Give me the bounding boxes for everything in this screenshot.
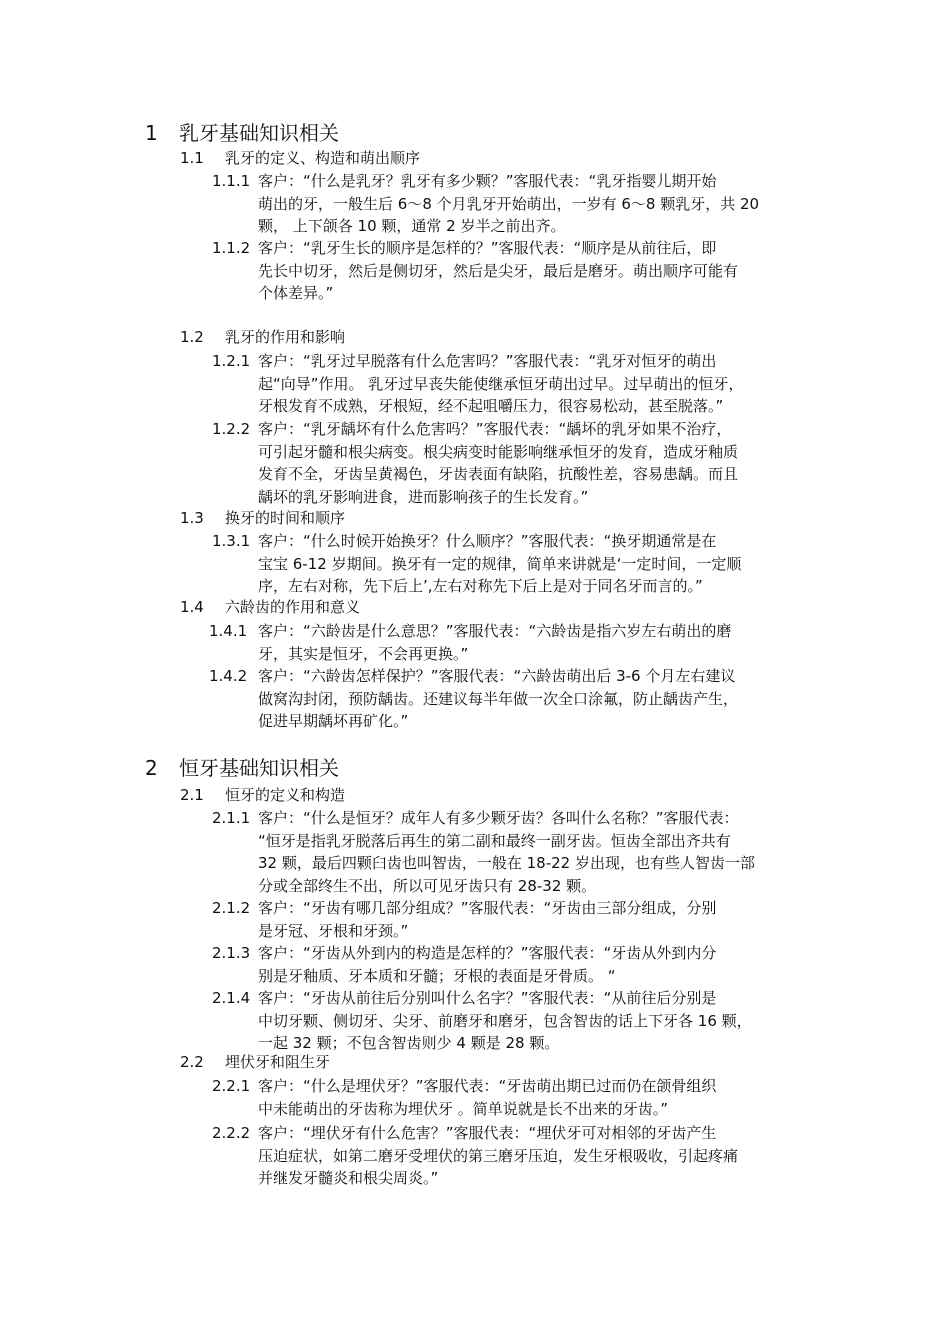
qa-number: 2.1.4 — [212, 989, 251, 1007]
qa-text-line: 客户：“什么时候开始换牙？什么顺序？”客服代表：“换牙期通常是在 — [258, 532, 717, 550]
qa-text-line: 客户：“埋伏牙有什么危害？”客服代表：“埋伏牙可对相邻的牙齿产生 — [258, 1124, 717, 1142]
qa-number: 2.1.1 — [212, 809, 251, 827]
qa-item — [212, 987, 752, 1055]
qa-item — [212, 1122, 739, 1190]
qa-text-line: 客户：“乳牙过早脱落有什么危害吗？”客服代表：“乳牙对恒牙的萌出 — [258, 352, 717, 370]
qa-text-line: 牙，其实是恒牙，不会再更换。” — [258, 644, 469, 663]
chapter-number: 2 — [145, 756, 158, 780]
qa-text-line: 客户：“六龄齿怎样保护？”客服代表：“六龄齿萌出后 3-6 个月左右建议 — [258, 667, 736, 685]
qa-item — [212, 897, 717, 942]
qa-text-line: 发育不全，牙齿呈黄褐色，牙齿表面有缺陷，抗酸性差，容易患龋。而且 — [258, 465, 739, 483]
qa-text-line: 客户：“牙齿从外到内的构造是怎样的？”客服代表：“牙齿从外到内分 — [258, 944, 717, 962]
section-number: 2.2 — [180, 1053, 204, 1071]
section-number: 2.1 — [180, 786, 204, 804]
qa-text-line: 起“向导”作用。 乳牙过早丧失能使继承恒牙萌出过早。过早萌出的恒牙， — [258, 374, 744, 393]
section-number: 1.3 — [180, 509, 204, 527]
qa-text-line: 一起 32 颗；不包含智齿则少 4 颗是 28 颗。 — [258, 1034, 560, 1052]
qa-text-line: 32 颗，最后四颗臼齿也叫智齿，一般在 18-22 岁出现，也有些人智齿一部 — [258, 854, 755, 872]
qa-text-line: “恒牙是指乳牙脱落后再生的第二副和最终一副牙齿。恒齿全部出齐共有 — [258, 831, 731, 850]
qa-text-line: 压迫症状，如第二磨牙受埋伏的第三磨牙压迫，发生牙根吸收，引起疼痛 — [258, 1146, 739, 1165]
section-title: 乳牙的定义、构造和萌出顺序 — [225, 149, 421, 167]
chapter-title: 乳牙基础知识相关 — [179, 121, 339, 145]
qa-text-line: 客户：“什么是恒牙？成年人有多少颗牙齿？各叫什么名称？”客服代表： — [258, 809, 739, 827]
chapter-number: 1 — [145, 121, 158, 145]
qa-number: 1.2.1 — [212, 352, 251, 370]
qa-text-line: 客户：“乳牙龋坏有什么危害吗？”客服代表：“龋坏的乳牙如果不治疗， — [258, 420, 732, 438]
qa-text-line: 是牙冠、牙根和牙颈。” — [258, 921, 409, 940]
section-number: 1.4 — [180, 598, 204, 616]
qa-item — [209, 665, 739, 733]
qa-number: 2.1.2 — [212, 899, 251, 917]
section-number: 1.2 — [180, 328, 204, 346]
qa-text-line: 牙根发育不成熟，牙根短，经不起咀嚼压力，很容易松动，甚至脱落。” — [258, 397, 724, 415]
qa-text-line: 序，左右对称，先下后上’,左右对称先下后上是对于同名牙而言的。” — [258, 577, 703, 595]
qa-number: 1.2.2 — [212, 420, 251, 438]
qa-text-line: 分或全部终生不出，所以可见牙齿只有 28-32 颗。 — [258, 876, 597, 895]
qa-text-line: 客户：“什么是乳牙？乳牙有多少颗？”客服代表：“乳牙指婴儿期开始 — [258, 172, 717, 190]
qa-text-line: 客户：“什么是埋伏牙？”客服代表：“牙齿萌出期已过而仍在颌骨组织 — [258, 1077, 717, 1095]
qa-text-line: 客户：“牙齿有哪几部分组成？”客服代表：“牙齿由三部分组成，分别 — [258, 899, 717, 917]
qa-text-line: 中未能萌出的牙齿称为埋伏牙 。简单说就是长不出来的牙齿。” — [258, 1099, 669, 1118]
qa-number: 2.2.2 — [212, 1124, 251, 1142]
qa-text-line: 别是牙釉质、牙本质和牙髓；牙根的表面是牙骨质。 “ — [258, 966, 616, 985]
qa-text-line: 做窝沟封闭，预防龋齿。还建议每半年做一次全口涂氟，防止龋齿产生， — [258, 689, 739, 708]
qa-number: 2.2.1 — [212, 1077, 251, 1095]
qa-item — [212, 350, 744, 418]
qa-item — [212, 1075, 717, 1120]
section-title: 恒牙的定义和构造 — [225, 786, 346, 804]
qa-item — [212, 942, 717, 987]
qa-text-line: 客户：“牙齿从前往后分别叫什么名字？”客服代表：“从前往后分别是 — [258, 989, 717, 1007]
qa-text-line: 促进早期龋坏再矿化。” — [258, 712, 409, 730]
section-title: 换牙的时间和顺序 — [225, 509, 346, 527]
qa-number: 1.1.2 — [212, 239, 251, 257]
qa-number: 1.3.1 — [212, 532, 251, 550]
qa-item — [212, 237, 739, 305]
qa-text-line: 龋坏的乳牙影响进食，进而影响孩子的生长发育。” — [258, 487, 589, 506]
section-title: 乳牙的作用和影响 — [225, 328, 346, 346]
qa-text-line: 先长中切牙，然后是侧切牙，然后是尖牙，最后是磨牙。萌出顺序可能有 — [258, 261, 739, 280]
qa-text-line: 并继发牙髓炎和根尖周炎。” — [258, 1169, 439, 1187]
section-number: 1.1 — [180, 149, 204, 167]
chapter-title: 恒牙基础知识相关 — [179, 756, 339, 780]
qa-text-line: 颗， 上下颌各 10 颗，通常 2 岁半之前出齐。 — [258, 217, 566, 235]
qa-item — [212, 530, 742, 598]
qa-item — [209, 620, 732, 665]
section-title: 六龄齿的作用和意义 — [225, 598, 361, 616]
qa-text-line: 客户：“六龄齿是什么意思？”客服代表：“六龄齿是指六岁左右萌出的磨 — [258, 622, 732, 640]
qa-text-line: 中切牙颗、侧切牙、尖牙、前磨牙和磨牙，包含智齿的话上下牙各 16 颗， — [258, 1011, 752, 1030]
qa-item — [212, 418, 739, 508]
qa-text-line: 可引起牙髓和根尖病变。根尖病变时能影响继承恒牙的发育，造成牙釉质 — [258, 442, 739, 461]
qa-number: 1.1.1 — [212, 172, 251, 190]
qa-text-line: 宝宝 6-12 岁期间。换牙有一定的规律，简单来讲就是‘一定时间，一定顺 — [258, 554, 742, 573]
qa-number: 1.4.2 — [209, 667, 248, 685]
qa-text-line: 萌出的牙，一般生后 6～8 个月乳牙开始萌出，一岁有 6～8 颗乳牙，共 20 — [258, 194, 760, 213]
qa-item — [212, 170, 760, 238]
qa-text-line: 客户：“乳牙生长的顺序是怎样的？”客服代表：“顺序是从前往后，即 — [258, 239, 717, 257]
qa-number: 2.1.3 — [212, 944, 251, 962]
qa-text-line: 个体差异。” — [258, 284, 334, 302]
qa-item — [212, 807, 755, 897]
section-title: 埋伏牙和阻生牙 — [225, 1053, 331, 1071]
qa-number: 1.4.1 — [209, 622, 248, 640]
